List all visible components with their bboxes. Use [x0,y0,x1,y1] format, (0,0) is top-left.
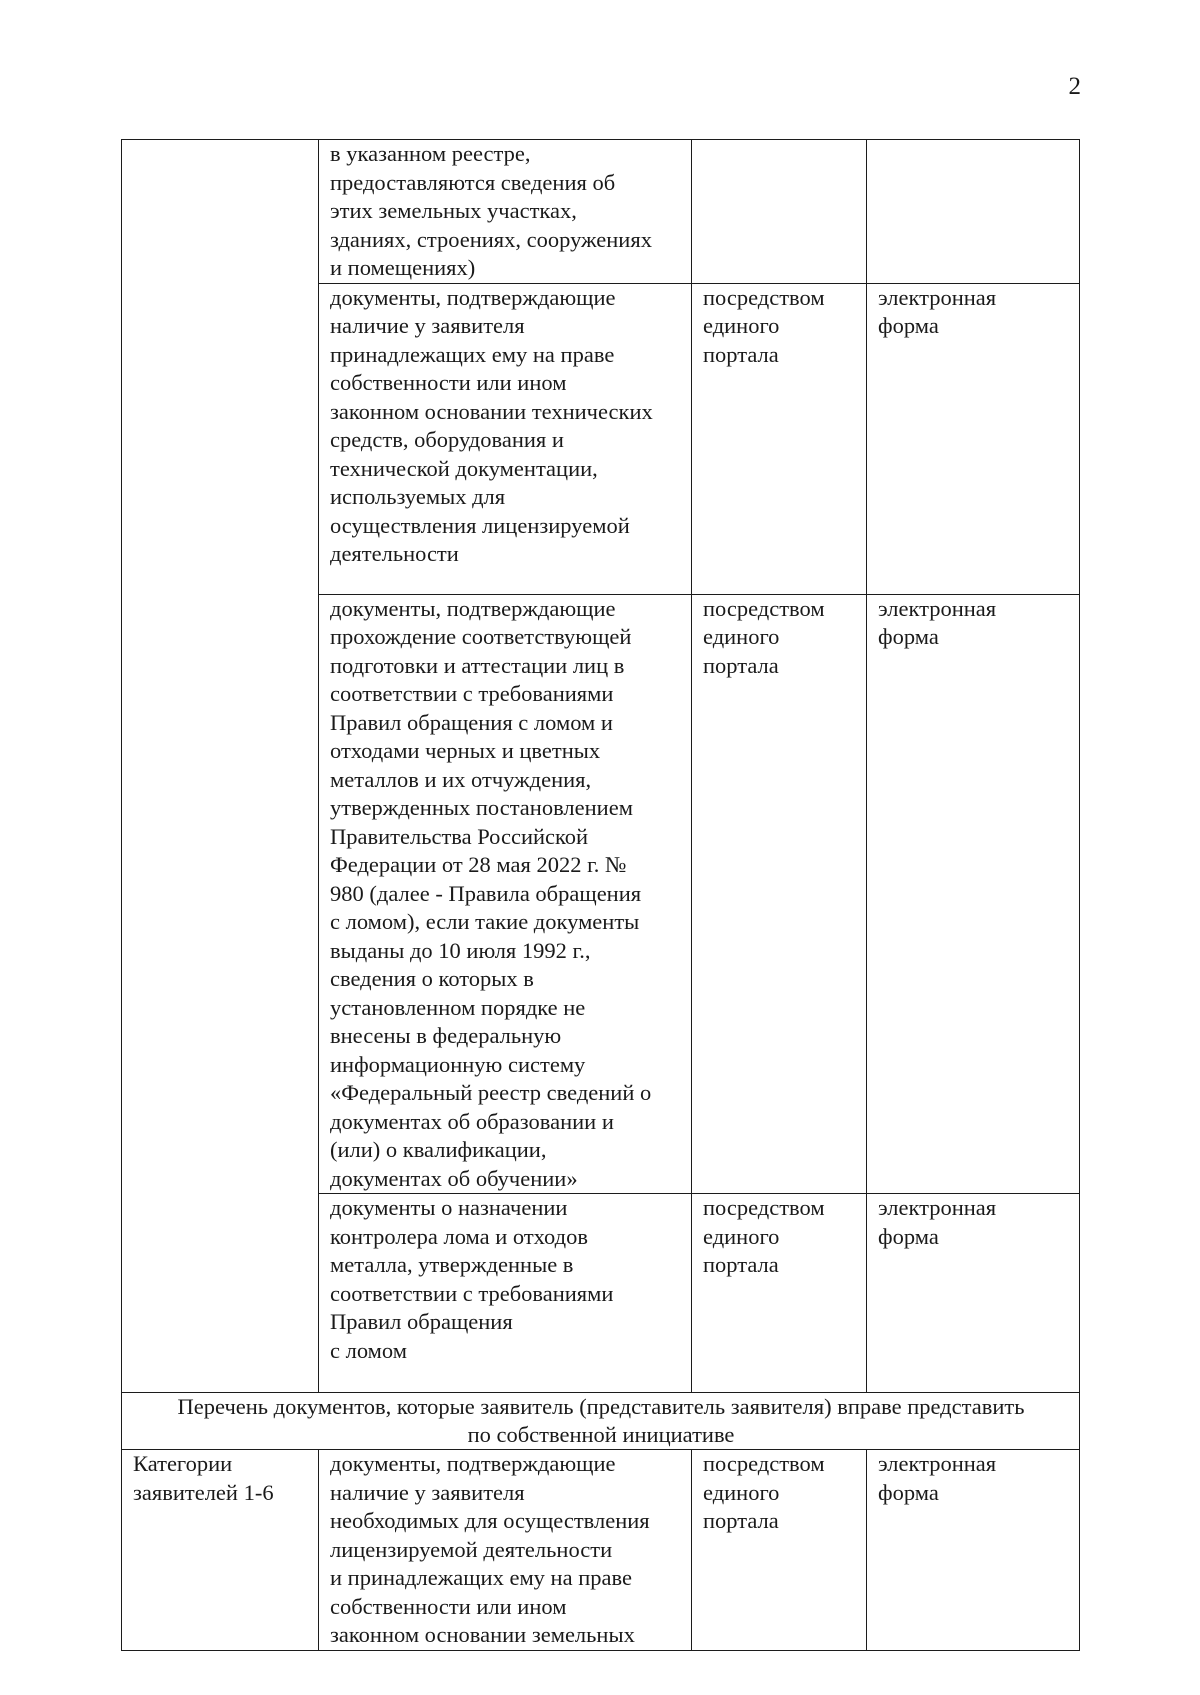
document-cell [319,1194,692,1393]
section-heading: Перечень документов, которые заявитель (представитель заявителя) вправе представить по собственной инициативе [177,1394,1025,1447]
document-text: в указанном реестре, предоставляются сведения об этих земельных участках, зданиях, строениях, сооружениях и помещениях) [330,141,652,280]
submission-form-cell [867,140,1080,284]
submission-method-cell [692,1194,867,1393]
document-cell [319,594,692,1194]
submission-form-cell [867,283,1080,594]
submission-form-text: электронная форма [878,1195,997,1249]
documents-table [121,139,1080,1651]
submission-method-cell [692,594,867,1194]
submission-form-text: электронная форма [878,284,997,338]
submission-method-text: посредством единого портала [703,1451,825,1533]
submission-method-cell [692,140,867,284]
table-row [122,140,1080,284]
applicant-category-cell [122,140,319,1393]
section-heading-cell [122,1393,1080,1450]
submission-form-cell [867,1450,1080,1651]
applicant-category-text: Категории заявителей 1-6 [133,1451,274,1505]
submission-method-cell [692,283,867,594]
submission-form-text: электронная форма [878,595,997,649]
submission-form-cell [867,594,1080,1194]
submission-form-cell [867,1194,1080,1393]
document-text: документы, подтверждающие наличие у заявителя принадлежащих ему на праве собственности или ином законном основании технических средств, оборудования и технической документации, используемых для осуществления лицензируемой деятельности [330,284,653,566]
document-cell [319,1450,692,1651]
submission-method-text: посредством единого портала [703,1195,825,1277]
submission-form-text: электронная форма [878,1451,997,1505]
section-heading-row [122,1393,1080,1450]
document-text: документы, подтверждающие прохождение соответствующей подготовки и аттестации лиц в соответствии с требованиями Правил обращения с ломом и отходами черных и цветных металлов и их отчуждения, утвержденных постановлением Правительства Российской Федерации от 28 мая 2022 г. № 980 (далее - Правила обращения с ломом), если такие документы выданы до 10 июля 1992 г., сведения о которых в установленном порядке не внесены в федеральную информационную систему «Федеральный реестр сведений о документах об образовании и (или) о квалификации, документах об обучении» [330,595,652,1191]
table-row [122,1450,1080,1651]
document-text: документы, подтверждающие наличие у заявителя необходимых для осуществления лицензируемой деятельности и принадлежащих ему на праве собственности или ином законном основании земельных [330,1451,650,1647]
submission-method-text: посредством единого портала [703,284,825,367]
document-cell [319,140,692,284]
page-number: 2 [1068,73,1081,100]
applicant-category-cell [122,1450,319,1651]
document-text: документы о назначении контролера лома и отходов металла, утвержденные в соответствии с требованиями Правил обращения с ломом [330,1195,614,1363]
document-cell [319,283,692,594]
submission-method-cell [692,1450,867,1651]
submission-method-text: посредством единого портала [703,595,825,678]
